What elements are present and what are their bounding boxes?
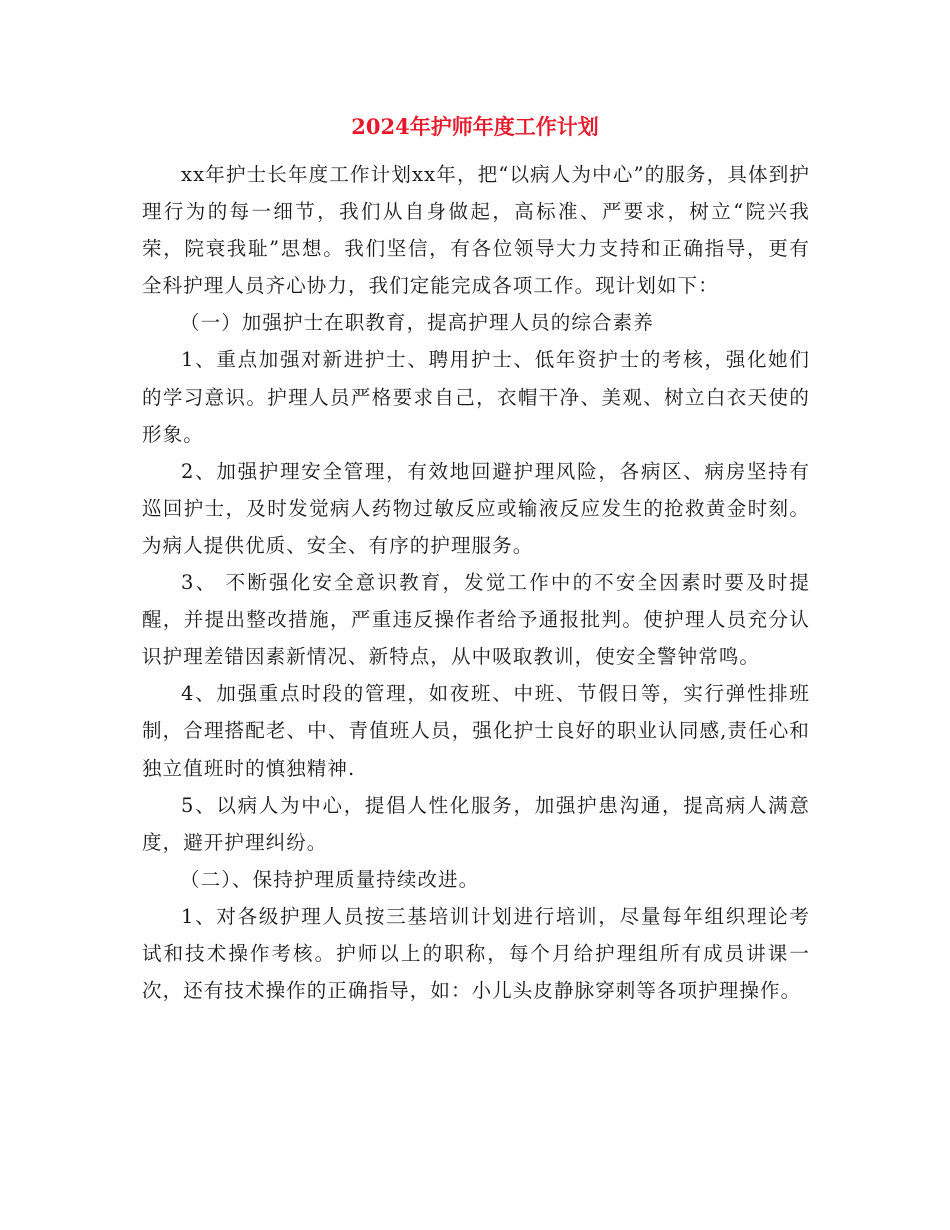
- intro-paragraph: xx年护士长年度工作计划xx年，把“以病人为中心”的服务，具体到护理行为的每一细节，我们从自身做起，高标准、严要求，树立“院兴我荣，院衰我耻”思想。我们坚信，有各位领导大力支持和正确指导，更有全科护理人员齐心协力，我们定能完成各项工作。现计划如下：: [142, 163, 810, 298]
- list-item-1-5: 5、以病人为中心，提倡人性化服务，加强护患沟通，提高病人满意度，避开护理纠纷。: [142, 793, 810, 854]
- list-item-1-1: 1、重点加强对新进护士、聘用护士、低年资护士的考核，强化她们的学习意识。护理人员严格要求自己，衣帽干净、美观、树立白衣天使的形象。: [142, 348, 810, 446]
- section-heading-2: （二）、保持护理质量持续改进。: [180, 867, 480, 891]
- list-item-2-1: 1、对各级护理人员按三基培训计划进行培训，尽量每年组织理论考试和技术操作考核。护师以上的职称，每个月给护理组所有成员讲课一次，还有技术操作的正确指导，如：小儿头皮静脉穿刺等各项护理操作。: [142, 904, 810, 1003]
- document-title: 2024年护师年度工作计划: [351, 114, 599, 139]
- list-item-1-2: 2、加强护理安全管理，有效地回避护理风险，各病区、病房坚持有巡回护士，及时发觉病人药物过敏反应或输液反应发生的抢救黄金时刻。为病人提供优质、安全、有序的护理服务。: [142, 459, 810, 557]
- section-heading-1: （一）加强护士在职教育，提高护理人员的综合素养: [180, 311, 654, 335]
- document-body: [142, 156, 810, 1009]
- list-item-1-3: 3、 不断强化安全意识教育，发觉工作中的不安全因素时要及时提醒，并提出整改措施，严重违反操作者给予通报批判。使护理人员充分认识护理差错因素新情况、新特点，从中吸取教训，使安全警钟常鸣。: [142, 571, 810, 669]
- list-item-1-4: 4、加强重点时段的管理，如夜班、中班、节假日等，实行弹性排班制，合理搭配老、中、青值班人员，强化护士良好的职业认同感,责任心和独立值班时的慎独精神.: [142, 682, 810, 780]
